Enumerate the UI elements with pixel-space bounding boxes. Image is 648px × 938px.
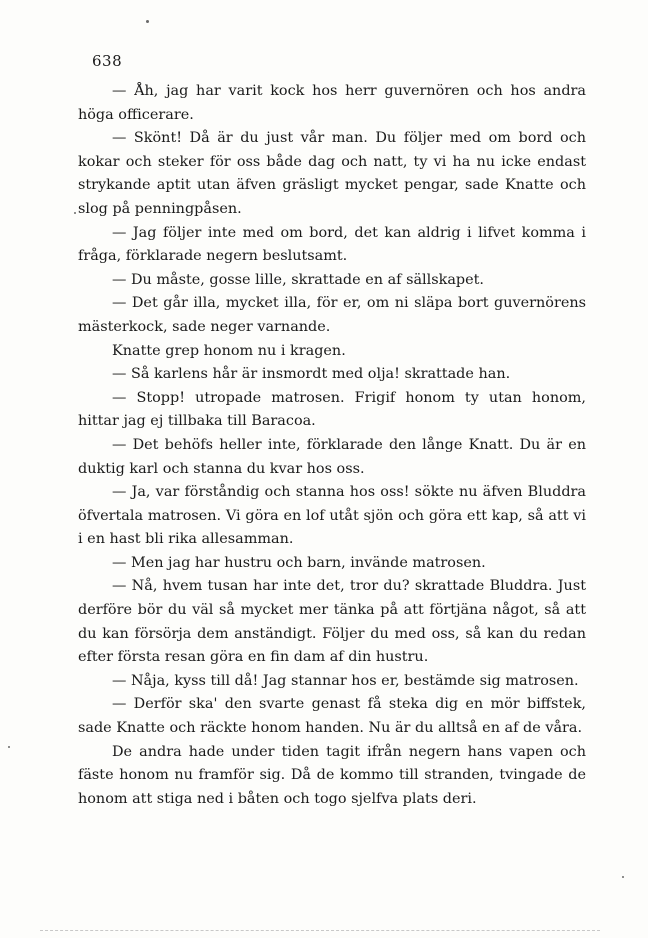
paragraph: — Men jag har hustru och barn, invände matrosen. xyxy=(112,554,486,571)
print-speck xyxy=(622,876,624,878)
paragraph: — Det behöfs heller inte, förklarade den långe Knatt. Du är en duktig karl och stanna du kvar hos oss. xyxy=(78,436,586,477)
scan-edge-rule xyxy=(40,930,600,931)
print-speck xyxy=(8,746,10,748)
body-text xyxy=(78,80,586,811)
paragraph: — Så karlens hår är insmordt med olja! skrattade han. xyxy=(112,366,511,383)
paragraph: — Nå, hvem tusan har inte det, tror du? skrattade Bluddra. Just derföre bör du väl så mycket mer tänka på att förtjäna något, så att du kan försörja dem anständigt. Följer du med oss, så kan du redan efter första resan göra en fin dam af din hustru. xyxy=(78,578,586,666)
paragraph: — Skönt! Då är du just vår man. Du följer med om bord och kokar och steker för oss både dag och natt, ty vi ha nu icke endast strykande aptit utan äfven gräsligt mycket pengar, sade Knatte och slog på penningpåsen. xyxy=(78,130,586,217)
paragraph: — Nåja, kyss till då! Jag stannar hos er, bestämde sig matrosen. xyxy=(112,672,579,689)
paragraph: De andra hade under tiden tagit ifrån negern hans vapen och fäste honom nu framför sig. Då de kommo till stranden, tvingade de honom att stiga ned i båten och togo sjelfva plats deri. xyxy=(78,743,586,807)
print-speck xyxy=(146,20,149,23)
print-speck xyxy=(74,212,76,214)
paragraph: — Det går illa, mycket illa, för er, om ni släpa bort guvernörens mästerkock, sade neger varnande. xyxy=(78,295,586,335)
paragraph: Knatte grep honom nu i kragen. xyxy=(112,342,346,359)
paragraph: — Du måste, gosse lille, skrattade en af sällskapet. xyxy=(112,271,485,288)
paragraph: — Derför ska' den svarte genast få steka dig en mör biffstek, sade Knatte och räckte honom handen. Nu är du alltså en af de våra. xyxy=(78,696,586,737)
paragraph: — Jag följer inte med om bord, det kan aldrig i lifvet komma i fråga, förklarade negern beslutsamt. xyxy=(78,224,586,265)
paragraph: — Stopp! utropade matrosen. Frigif honom ty utan honom, hittar jag ej tillbaka till Baracoa. xyxy=(78,389,586,430)
paragraph: — Ja, var förståndig och stanna hos oss! sökte nu äfven Bluddra öfvertala matrosen. Vi göra en lof utåt sjön och göra ett kap, så att vi i en hast bli rika allesamman. xyxy=(78,484,586,548)
page-number: 638 xyxy=(92,52,123,70)
paragraph: — Åh, jag har varit kock hos herr guvernören och hos andra höga officerare. xyxy=(78,83,586,123)
